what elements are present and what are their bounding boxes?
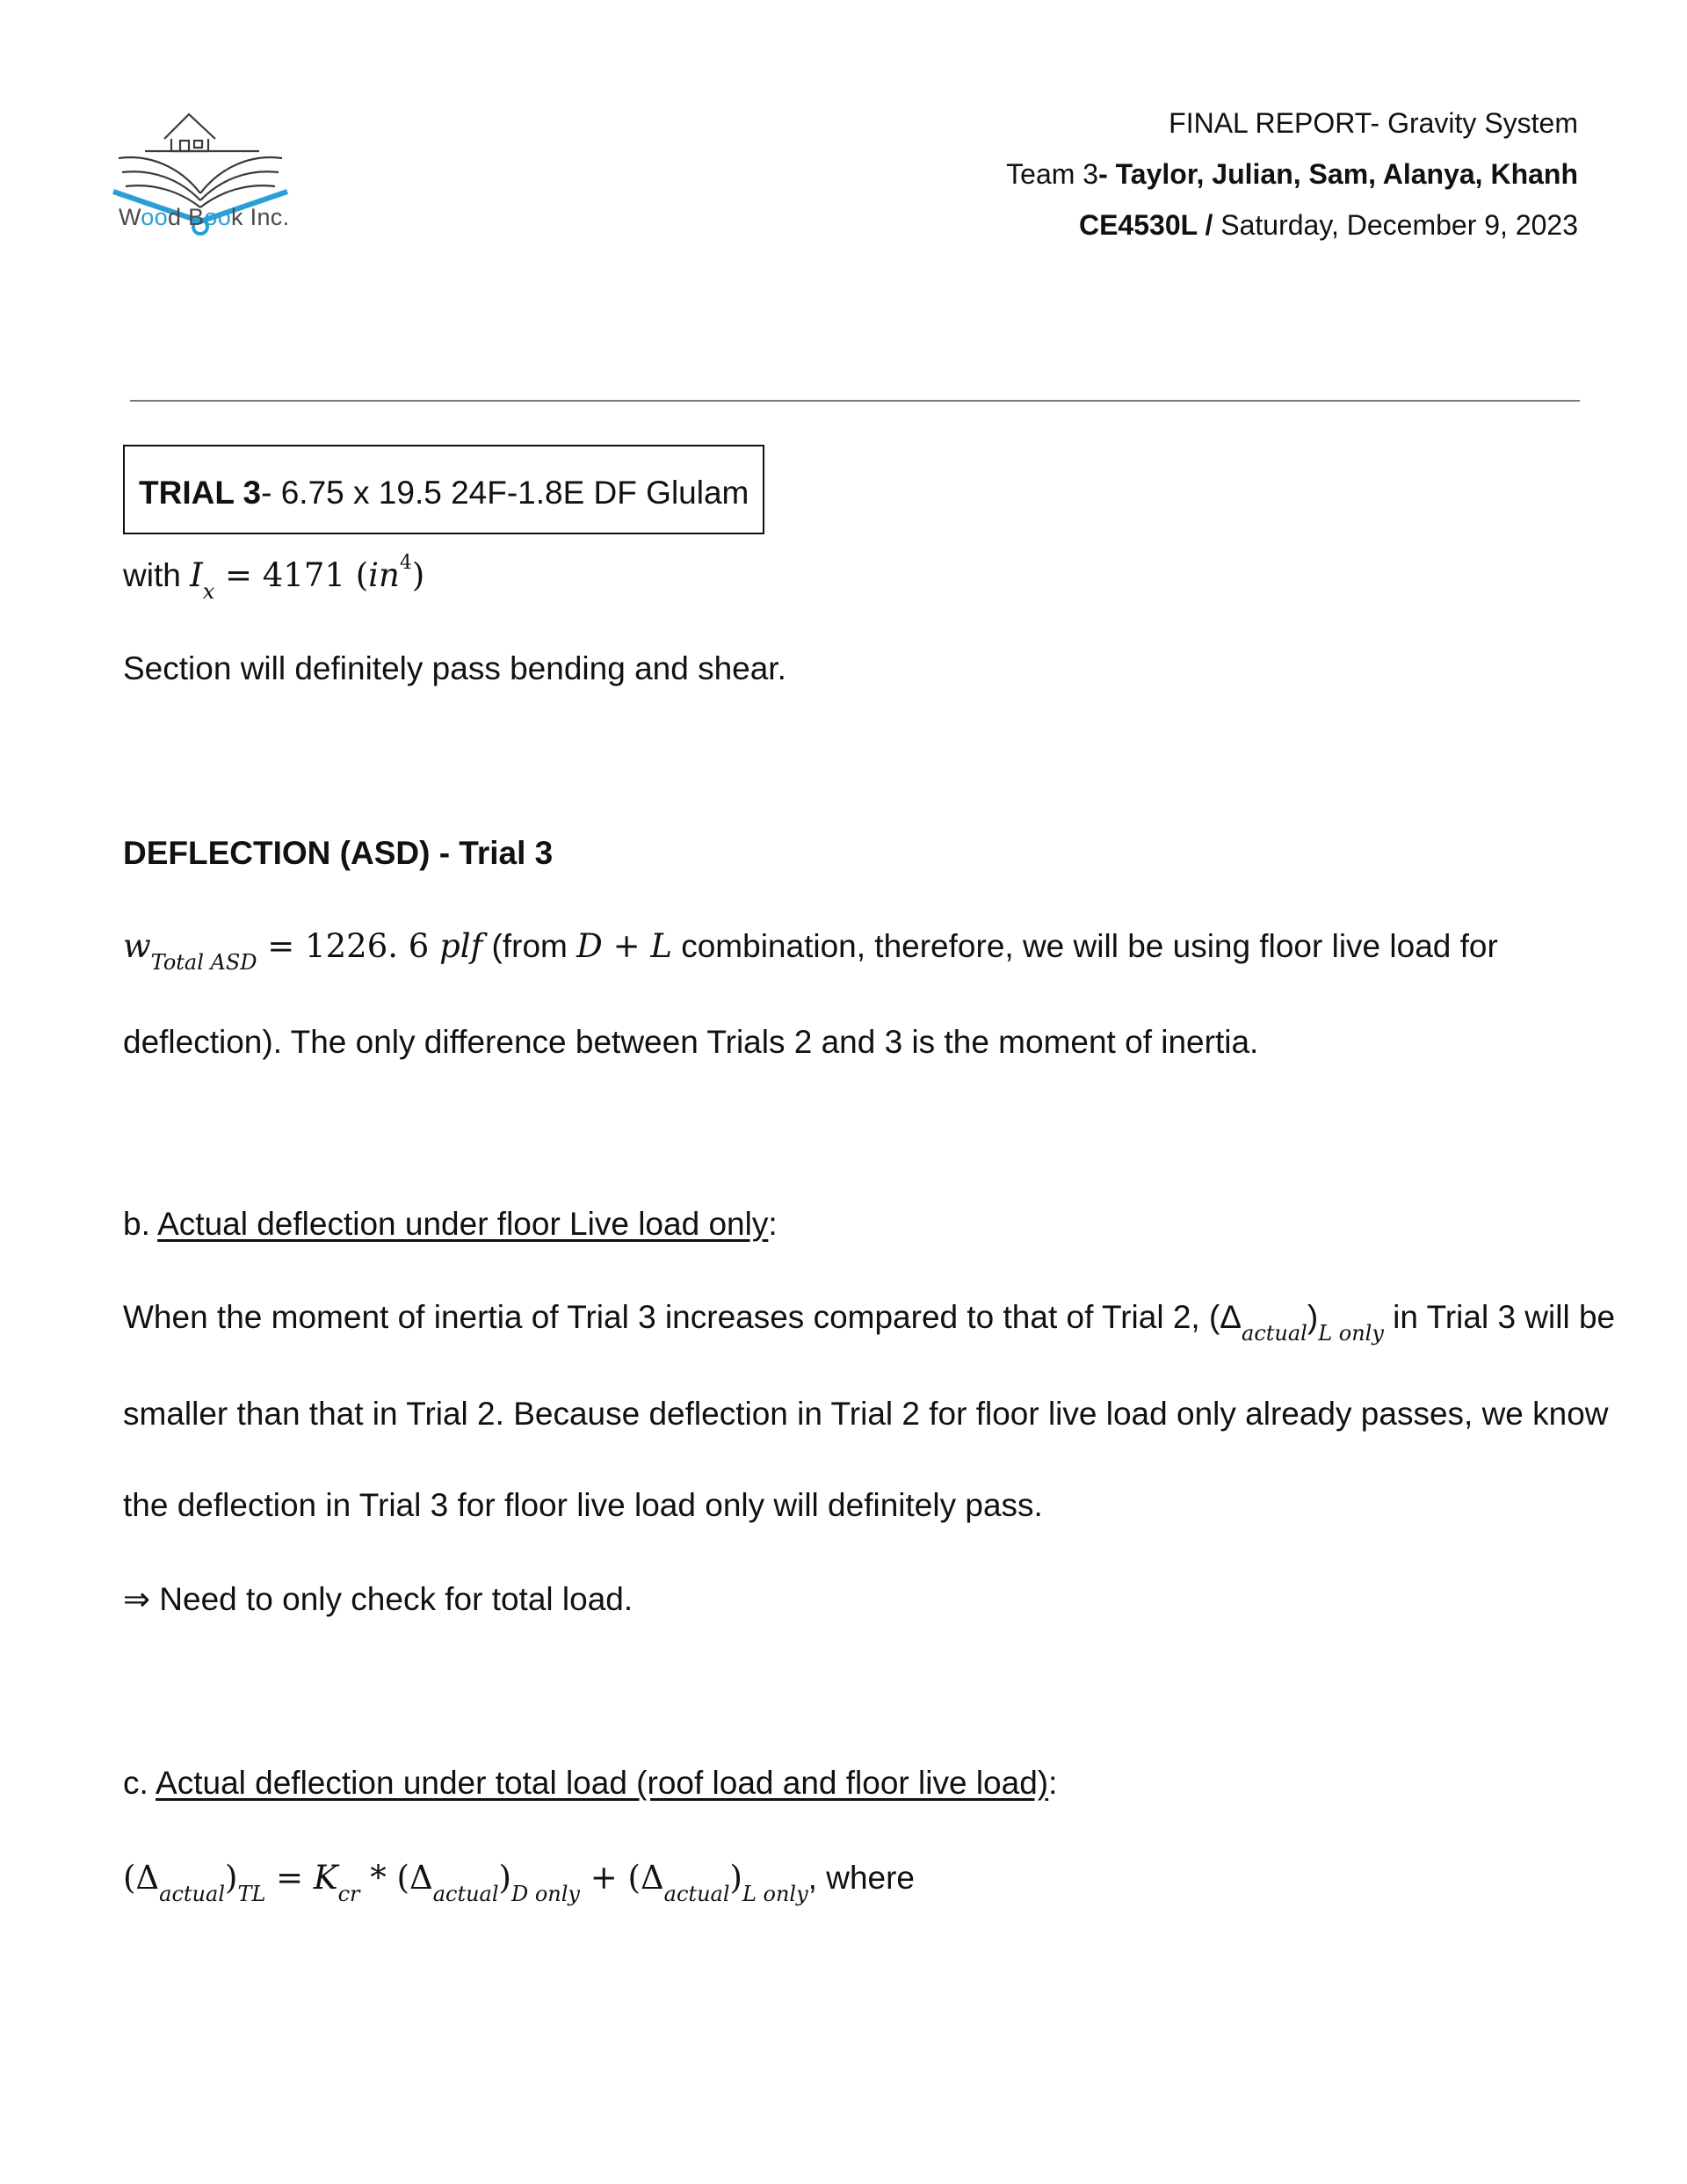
part-b-para-2: smaller than that in Trial 2. Because deflection in Trial 2 for floor live load only already passes, we know [123, 1396, 1609, 1432]
unit-in: in [368, 556, 400, 594]
with-text: with [123, 557, 191, 593]
eq-var-k: K [313, 1859, 338, 1897]
plus-sign: + [602, 927, 651, 965]
team-line [1006, 158, 1578, 191]
trial-title [139, 475, 749, 512]
eq-close-2: ) [498, 1859, 511, 1897]
eq-times-open: * (Δ [359, 1859, 433, 1897]
header-divider [130, 400, 1580, 402]
total-deflection-equation [123, 1859, 915, 1906]
combo-text: combination, therefore, we will be using floor live load for [671, 928, 1498, 964]
p1-text-b: in Trial 3 will be [1383, 1299, 1616, 1335]
eq-where: , where [807, 1860, 916, 1896]
trial-label: TRIAL 3 [139, 475, 262, 511]
eq-open-1: (Δ [123, 1859, 160, 1897]
course-date-line [1079, 209, 1578, 242]
pass-statement: Section will definitely pass bending and shear. [123, 650, 786, 686]
eq-equals: = [265, 1859, 314, 1897]
eq-close-3: ) [729, 1859, 742, 1897]
part-b-colon: : [768, 1206, 778, 1242]
w-total-line [123, 927, 1498, 975]
ix-value: = 4171 ( [214, 556, 369, 594]
eq-plus-open: + (Δ [579, 1859, 664, 1897]
deflection-line-2: deflection). The only difference between Trials 2 and 3 is the moment of inertia. [123, 1024, 1259, 1060]
trial-section: - 6.75 x 19.5 24F-1.8E DF Glulam [261, 475, 749, 511]
part-b-conclusion: ⇒ Need to only check for total load. [123, 1581, 634, 1617]
part-b-para-3: the deflection in Trial 3 for floor live load only will definitely pass. [123, 1487, 1043, 1523]
team-prefix: Team 3 [1006, 158, 1099, 190]
eq-sub-actual-3: actual [663, 1882, 730, 1906]
sub-total-asd: Total ASD [150, 950, 257, 975]
p1-text-a: When the moment of inertia of Trial 3 increases compared to that of Trial 2, (Δ [123, 1299, 1242, 1335]
deflection-heading: DEFLECTION (ASD) - Trial 3 [123, 835, 554, 871]
team-members: - Taylor, Julian, Sam, Alanya, Khanh [1098, 158, 1578, 190]
var-d: D [576, 927, 603, 965]
moment-of-inertia-line [123, 552, 424, 604]
report-date: Saturday, December 9, 2023 [1220, 209, 1578, 241]
sub-l-only: L only [1318, 1321, 1384, 1346]
part-b-para-1 [123, 1299, 1615, 1346]
sub-actual: actual [1242, 1321, 1307, 1346]
eq-sub-actual-1: actual [159, 1882, 225, 1906]
unit-plf: plf [439, 927, 483, 965]
part-b-title: Actual deflection under floor Live load only [157, 1206, 769, 1242]
var-w: w [123, 927, 151, 965]
eq-sub-d-only: D only [510, 1882, 580, 1906]
report-title: FINAL REPORT- Gravity System [1169, 107, 1578, 139]
course-code: CE4530L / [1078, 209, 1221, 241]
sub-x: x [202, 579, 215, 604]
w-value: = 1226. 6 [257, 927, 440, 965]
var-i: I [190, 556, 203, 594]
company-name: Wood Book Inc. [119, 204, 290, 230]
part-c-prefix: c. [123, 1765, 156, 1801]
part-b-heading [123, 1206, 778, 1243]
from-text: (from [482, 928, 577, 964]
part-b-prefix: b. [123, 1206, 158, 1242]
paren-close: ) [411, 556, 425, 594]
power-4: 4 [399, 552, 412, 574]
part-c-heading [123, 1765, 1057, 1802]
trial-title-box [123, 445, 764, 534]
p1-paren: ) [1307, 1299, 1319, 1335]
eq-sub-tl: TL [237, 1882, 266, 1906]
part-c-title: Actual deflection under total load (roof load and floor live load) [156, 1765, 1049, 1801]
eq-sub-actual-2: actual [432, 1882, 499, 1906]
part-c-colon: : [1048, 1765, 1058, 1801]
eq-sub-cr: cr [337, 1882, 360, 1906]
eq-sub-l-only: L only [742, 1882, 808, 1906]
var-l: L [650, 927, 672, 965]
eq-close-1: ) [225, 1859, 238, 1897]
